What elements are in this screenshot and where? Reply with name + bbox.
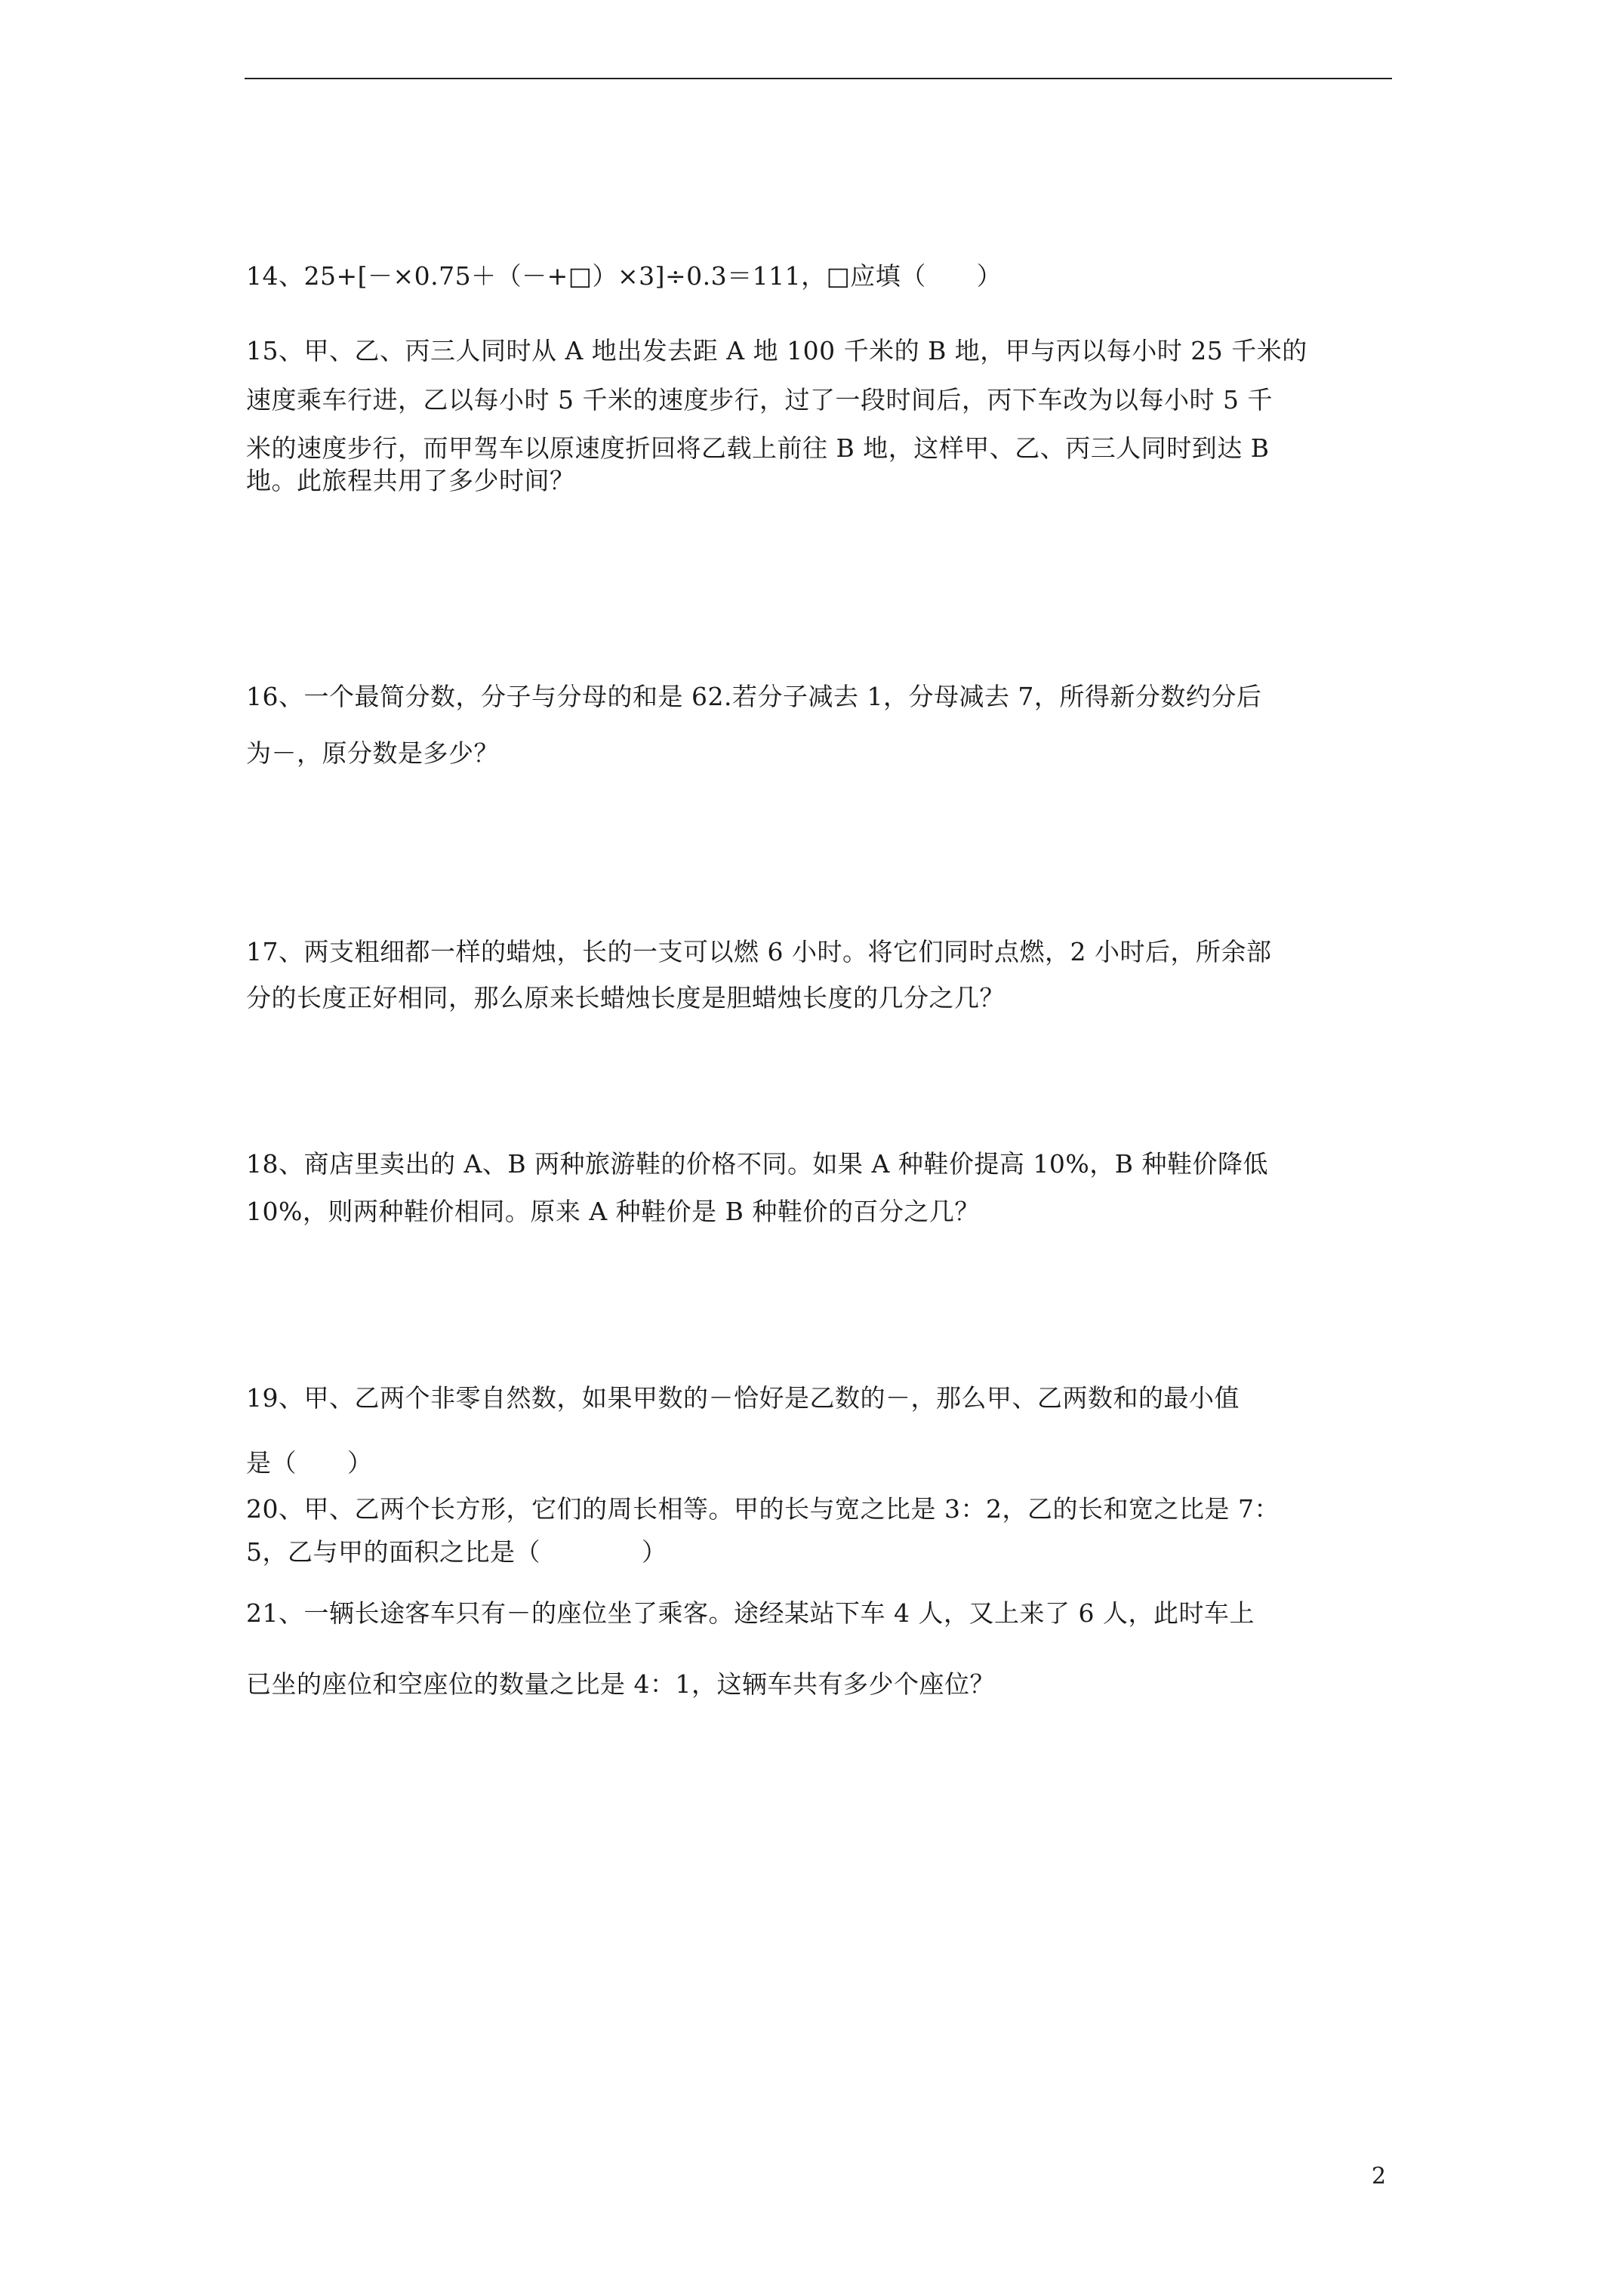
question-17-line-2: 分的长度正好相同，那么原来长蜡烛长度是胆蜡烛长度的几分之几？ — [246, 983, 1005, 1012]
question-15-line-2: 速度乘车行进，乙以每小时 5 千米的速度步行，过了一段时间后，丙下车改为以每小时 5 千 — [246, 385, 1273, 415]
question-15-line-3: 米的速度步行，而甲驾车以原速度折回将乙载上前往 B 地，这样甲、乙、丙三人同时到达 B — [246, 433, 1270, 463]
question-15-line-4: 地。此旅程共用了多少时间？ — [246, 466, 575, 495]
question-18-line-1: 18、商店里卖出的 A、B 两种旅游鞋的价格不同。如果 A 种鞋价提高 10%，B 种鞋价降低 — [246, 1149, 1268, 1179]
question-19-line-1: 19、甲、乙两个非零自然数，如果甲数的－恰好是乙数的－，那么甲、乙两数和的最小值 — [246, 1383, 1240, 1413]
question-15-line-1: 15、甲、乙、丙三人同时从 A 地出发去距 A 地 100 千米的 B 地，甲与丙以每小时 25 千米的 — [246, 336, 1307, 365]
page-number: 2 — [1372, 2163, 1387, 2190]
question-21-line-2: 已坐的座位和空座位的数量之比是 4：1，这辆车共有多少个座位？ — [246, 1669, 995, 1699]
question-16-line-1: 16、一个最简分数，分子与分母的和是 62.若分子减去 1，分母减去 7，所得新分数约分后 — [246, 682, 1262, 711]
question-18-line-2: 10%，则两种鞋价相同。原来 A 种鞋价是 B 种鞋价的百分之几？ — [246, 1197, 980, 1226]
question-21-line-1: 21、一辆长途客车只有－的座位坐了乘客。途经某站下车 4 人，又上来了 6 人，此时车上 — [246, 1598, 1255, 1628]
question-19-line-2: 是（ ） — [246, 1448, 373, 1478]
question-17-line-1: 17、两支粗细都一样的蜡烛，长的一支可以燃 6 小时。将它们同时点燃，2 小时后，所余部 — [246, 937, 1272, 966]
question-20-line-1: 20、甲、乙两个长方形，它们的周长相等。甲的长与宽之比是 3：2，乙的长和宽之比是 7： — [246, 1494, 1280, 1524]
question-20-line-2: 5，乙与甲的面积之比是（ ） — [246, 1537, 667, 1567]
header-rule — [245, 78, 1392, 79]
question-14-line-1: 14、25+[－×0.75＋（－+□）×3]÷0.3＝111，□应填（ ） — [246, 261, 1002, 291]
question-16-line-2: 为－，原分数是多少？ — [246, 738, 499, 768]
